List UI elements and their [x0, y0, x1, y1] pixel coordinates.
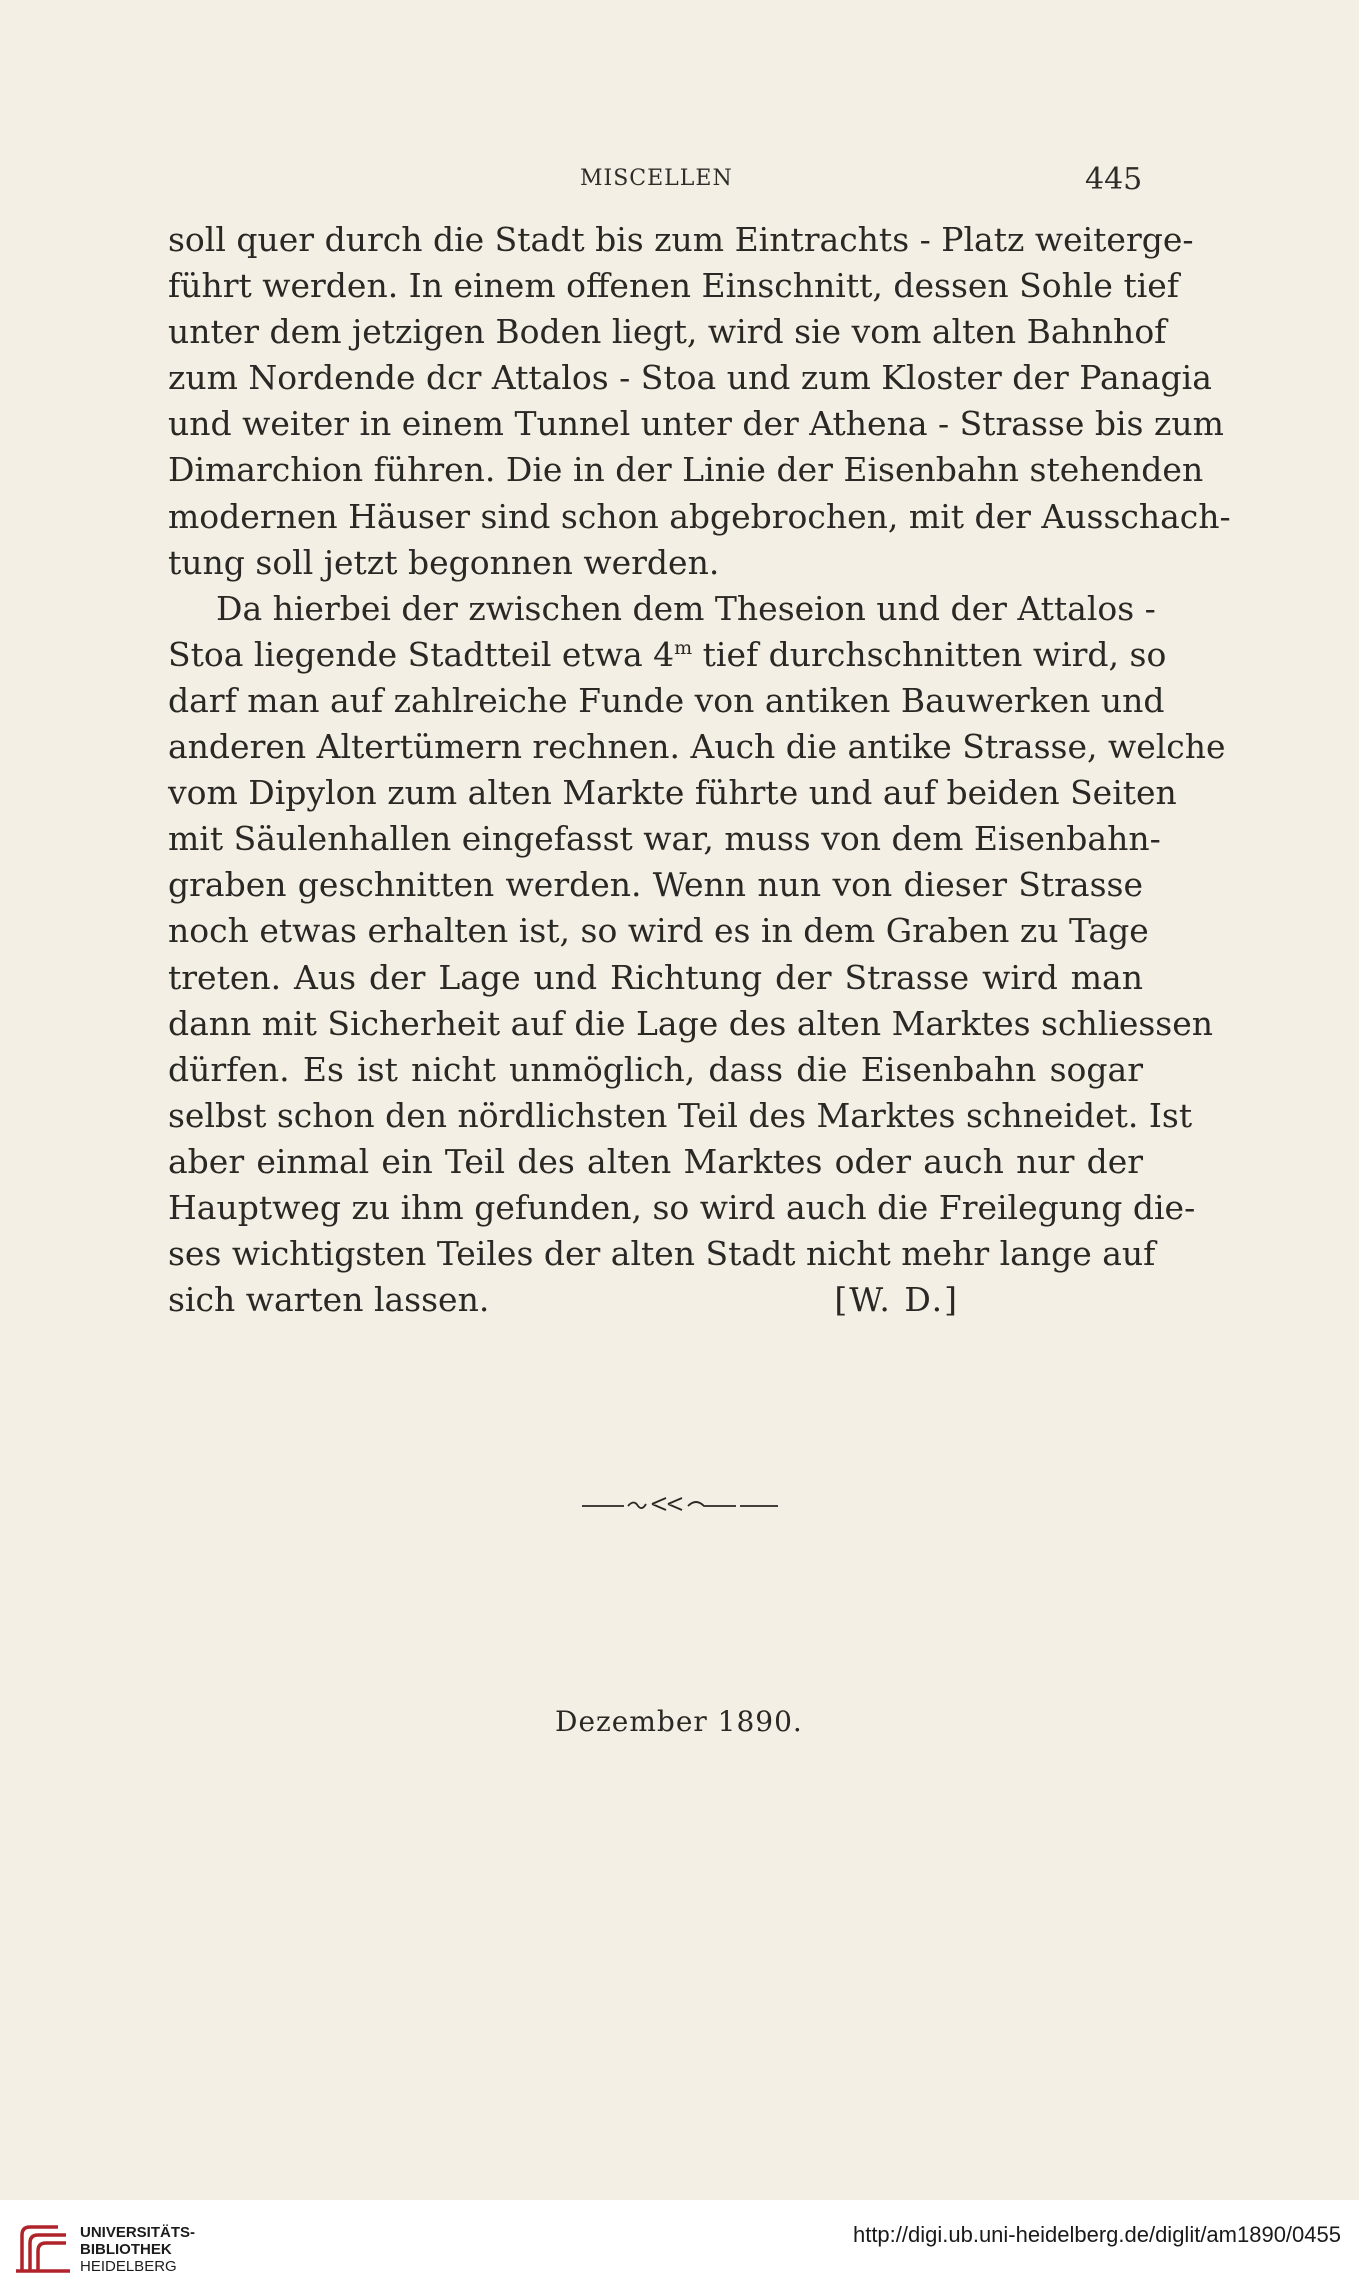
library-name-line: BIBLIOTHEK [80, 2241, 172, 2258]
text-fragment: tief durchschnitten wird, so [692, 634, 1167, 674]
text-line: ses wichtigsten Teiles der alten Stadt nicht mehr lange auf [168, 1234, 1156, 1274]
unit-superscript: m [674, 636, 693, 659]
section-divider-ornament-icon [580, 1495, 780, 1513]
library-name [80, 2224, 195, 2275]
text-line: modernen Häuser sind schon abgebrochen, mit der Ausschach- [168, 496, 1231, 536]
article-body [168, 217, 1231, 1323]
text-line: noch etwas erhalten ist, so wird es in dem Graben zu Tage [168, 911, 1149, 951]
running-header [0, 162, 1359, 202]
text-line [168, 1277, 1143, 1323]
text-fragment: Stoa liegende Stadtteil etwa 4 [168, 634, 675, 674]
text-line: dürfen. Es ist nicht unmöglich, dass die Eisenbahn sogar [168, 1049, 1143, 1089]
text-line: aber einmal ein Teil des alten Marktes oder auch nur der [168, 1141, 1143, 1181]
permalink-link[interactable]: http://digi.ub.uni-heidelberg.de/diglit/am1890/0455 [852, 2222, 1341, 2247]
text-line: Hauptweg zu ihm gefunden, so wird auch die Freilegung die- [168, 1187, 1196, 1227]
text-line: vom Dipylon zum alten Markte führte und auf beiden Seiten [168, 773, 1177, 813]
date-line: Dezember 1890. [555, 1705, 803, 1738]
text-line: dann mit Sicherheit auf die Lage des alten Marktes schliessen [168, 1003, 1213, 1043]
text-line: mit Säulenhallen eingefasst war, muss von dem Eisenbahn- [168, 819, 1161, 859]
text-line: soll quer durch die Stadt bis zum Eintrachts - Platz weiterge- [168, 220, 1194, 259]
text-line: führt werden. In einem offenen Einschnitt, dessen Sohle tief [168, 266, 1180, 306]
library-name-line: HEIDELBERG [80, 2258, 177, 2275]
author-initials: [W. D.] [834, 1280, 959, 1320]
text-line [168, 632, 1167, 678]
text-line: anderen Altertümern rechnen. Auch die antike Strasse, welche [168, 727, 1226, 767]
page-number: 445 [1085, 162, 1143, 197]
text-line: treten. Aus der Lage und Richtung der Strasse wird man [168, 957, 1143, 997]
text-line: und weiter in einem Tunnel unter der Athena - Strasse bis zum [168, 404, 1224, 444]
text-line: graben geschnitten werden. Wenn nun von dieser Strasse [168, 865, 1143, 905]
text-line: Dimarchion führen. Die in der Linie der Eisenbahn stehenden [168, 450, 1204, 490]
text-line: darf man auf zahlreiche Funde von antiken Bauwerken und [168, 680, 1165, 720]
ub-heidelberg-logo-icon [14, 2221, 74, 2279]
library-name-line: UNIVERSITÄTS- [80, 2224, 196, 2241]
text-line: zum Nordende dcr Attalos - Stoa und zum Kloster der Panagia [168, 358, 1212, 398]
text-line: tung soll jetzt begonnen werden. [168, 542, 720, 582]
digitization-footer [0, 2200, 1359, 2294]
text-line: selbst schon den nördlichsten Teil des Marktes schneidet. Ist [168, 1095, 1193, 1135]
text-line: unter dem jetzigen Boden liegt, wird sie vom alten Bahnhof [168, 312, 1167, 352]
text-line: Da hierbei der zwischen dem Theseion und der Attalos - [216, 588, 1156, 628]
text-fragment: sich warten lassen. [168, 1280, 490, 1320]
running-title: MISCELLEN [580, 166, 733, 191]
